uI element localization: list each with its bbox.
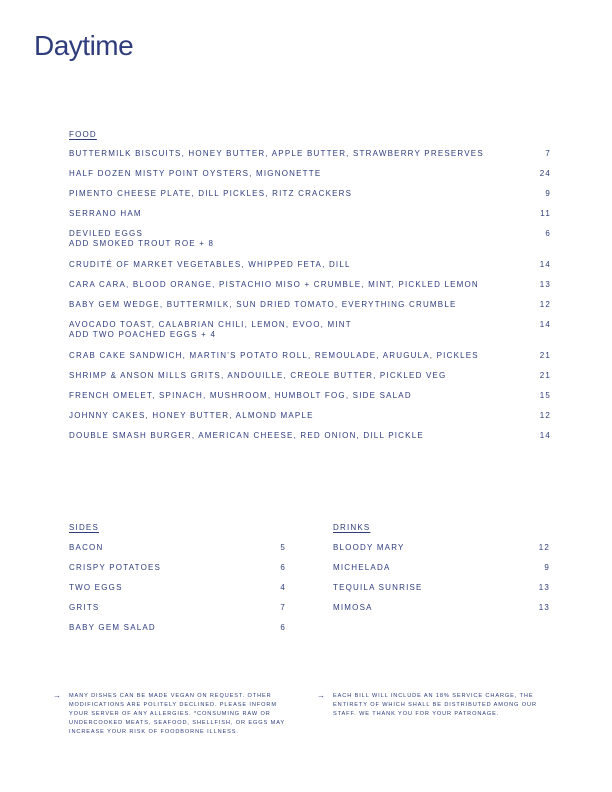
menu-item: [69, 280, 551, 300]
menu-item: [69, 431, 551, 451]
menu-item-price: 21: [539, 351, 551, 360]
menu-item-name: BUTTERMILK BISCUITS, HONEY BUTTER, APPLE BUTTER, STRAWBERRY PRESERVES: [69, 149, 484, 158]
menu-item: [69, 320, 551, 351]
menu-item-name-wrap: [69, 543, 266, 553]
menu-item-price: 12: [538, 543, 550, 552]
menu-item-name: SHRIMP & ANSON MILLS GRITS, ANDOUILLE, CREOLE BUTTER, PICKLED VEG: [69, 371, 447, 380]
footnote-left: [53, 692, 298, 737]
menu-item-name-wrap: [69, 280, 531, 290]
menu-item-name: DOUBLE SMASH BURGER, AMERICAN CHEESE, RED ONION, DILL PICKLE: [69, 431, 424, 440]
menu-item-price: 4: [280, 583, 286, 592]
menu-item-name-wrap: [69, 229, 531, 249]
menu-item-name-wrap: [69, 320, 531, 340]
menu-item-name: BABY GEM SALAD: [69, 623, 156, 632]
menu-item-name-wrap: [69, 391, 531, 401]
arrow-right-icon: →: [317, 691, 326, 700]
menu-item-name: BACON: [69, 543, 104, 552]
menu-item: [69, 583, 286, 603]
menu-item-price: 14: [539, 320, 551, 329]
menu-item: [69, 543, 286, 563]
menu-item-name-wrap: [69, 189, 531, 199]
menu-item-name-wrap: [69, 583, 266, 593]
menu-item-name-wrap: [69, 209, 531, 219]
menu-item-name-wrap: [69, 169, 531, 179]
menu-item-name-wrap: [69, 411, 531, 421]
menu-item-name: PIMENTO CHEESE PLATE, DILL PICKLES, RITZ CRACKERS: [69, 189, 353, 198]
menu-item-price: 12: [539, 411, 551, 420]
menu-item: [69, 300, 551, 320]
menu-item-name: SERRANO HAM: [69, 209, 142, 218]
menu-item-name-wrap: [69, 260, 531, 270]
menu-item-name-wrap: [333, 543, 530, 553]
menu-item-price: 12: [539, 300, 551, 309]
menu-item: [69, 371, 551, 391]
menu-item-price: 7: [545, 149, 551, 158]
menu-item-name-wrap: [69, 431, 531, 441]
arrow-right-icon: →: [53, 691, 62, 700]
food-heading: FOOD: [69, 130, 97, 139]
menu-item-name-wrap: [333, 603, 530, 613]
menu-item-name: GRITS: [69, 603, 100, 612]
menu-item-price: 13: [539, 280, 551, 289]
menu-item-price: 6: [545, 229, 551, 238]
menu-item-addon: ADD SMOKED TROUT ROE + 8: [69, 239, 215, 248]
menu-item: [69, 391, 551, 411]
menu-item-name: CRISPY POTATOES: [69, 563, 162, 572]
sides-list: [69, 543, 286, 643]
menu-item-name-wrap: [69, 563, 266, 573]
service-charge-notice: EACH BILL WILL INCLUDE AN 18% SERVICE CHARGE, THE ENTIRETY OF WHICH SHALL BE DISTRIBUTED AMONG OUR STAFF. WE THANK YOU FOR YOUR PATRONAGE.: [333, 693, 537, 717]
menu-item-name: FRENCH OMELET, SPINACH, MUSHROOM, HUMBOLT FOG, SIDE SALAD: [69, 391, 412, 400]
food-list: [69, 149, 551, 451]
menu-item: [333, 543, 550, 563]
menu-item-name-wrap: [69, 603, 266, 613]
menu-item-price: 15: [539, 391, 551, 400]
menu-item-name: AVOCADO TOAST, CALABRIAN CHILI, LEMON, EVOO, MINT: [69, 320, 352, 329]
menu-item-name: CRUDITÉ OF MARKET VEGETABLES, WHIPPED FETA, DILL: [69, 260, 351, 269]
menu-item-name-wrap: [69, 300, 531, 310]
menu-item-price: 7: [280, 603, 286, 612]
menu-item-price: 6: [280, 563, 286, 572]
menu-item: [69, 260, 551, 280]
menu-item-name: TWO EGGS: [69, 583, 123, 592]
menu-item-name: DEVILED EGGS: [69, 229, 143, 238]
menu-item: [69, 149, 551, 169]
menu-item-name-wrap: [333, 563, 530, 573]
menu-item-price: 24: [539, 169, 551, 178]
menu-item-name: CARA CARA, BLOOD ORANGE, PISTACHIO MISO + CRUMBLE, MINT, PICKLED LEMON: [69, 280, 479, 289]
menu-item-price: 9: [544, 563, 550, 572]
menu-item: [69, 603, 286, 623]
menu-item: [69, 411, 551, 431]
menu-item-price: 14: [539, 431, 551, 440]
menu-item: [69, 229, 551, 260]
menu-item-price: 13: [538, 583, 550, 592]
drinks-list: [333, 543, 550, 623]
drinks-heading: DRINKS: [333, 523, 371, 532]
menu-item-name-wrap: [69, 351, 531, 361]
menu-item-name-wrap: [333, 583, 530, 593]
menu-item-price: 13: [538, 603, 550, 612]
menu-item: [333, 563, 550, 583]
allergy-notice: MANY DISHES CAN BE MADE VEGAN ON REQUEST. OTHER MODIFICATIONS ARE POLITELY DECLINED. PLEASE INFORM YOUR SERVER OF ANY ALLERGIES. *CONSUMING RAW OR UNDERCOOKED MEATS, SEAFOOD, SHELLFISH, OR EGGS MAY INCREASE YOUR RISK OF FOODBORNE ILLNESS.: [69, 693, 285, 735]
menu-item-name-wrap: [69, 371, 531, 381]
menu-item-name-wrap: [69, 623, 266, 633]
menu-item-name: JOHNNY CAKES, HONEY BUTTER, ALMOND MAPLE: [69, 411, 314, 420]
menu-item: [333, 603, 550, 623]
menu-item-name-wrap: [69, 149, 531, 159]
menu-item: [69, 189, 551, 209]
menu-item-name: BABY GEM WEDGE, BUTTERMILK, SUN DRIED TOMATO, EVERYTHING CRUMBLE: [69, 300, 457, 309]
menu-item-price: 9: [545, 189, 551, 198]
menu-item-name: CRAB CAKE SANDWICH, MARTIN’S POTATO ROLL, REMOULADE, ARUGULA, PICKLES: [69, 351, 479, 360]
page-title: Daytime: [34, 30, 134, 61]
menu-item-price: 14: [539, 260, 551, 269]
menu-item: [69, 351, 551, 371]
menu-item: [333, 583, 550, 603]
sides-heading: SIDES: [69, 523, 100, 532]
menu-item-name: HALF DOZEN MISTY POINT OYSTERS, MIGNONETTE: [69, 169, 322, 178]
menu-item-addon: ADD TWO POACHED EGGS + 4: [69, 330, 217, 339]
menu-item: [69, 209, 551, 229]
footnote-right: [317, 692, 562, 719]
menu-item-name: MIMOSA: [333, 603, 373, 612]
menu-item: [69, 623, 286, 643]
menu-item: [69, 169, 551, 189]
menu-item-name: MICHELADA: [333, 563, 391, 572]
menu-item-name: TEQUILA SUNRISE: [333, 583, 423, 592]
menu-item-name: BLOODY MARY: [333, 543, 405, 552]
menu-item: [69, 563, 286, 583]
menu-item-price: 11: [540, 209, 551, 218]
menu-item-price: 6: [280, 623, 286, 632]
menu-item-price: 21: [539, 371, 551, 380]
menu-item-price: 5: [280, 543, 286, 552]
